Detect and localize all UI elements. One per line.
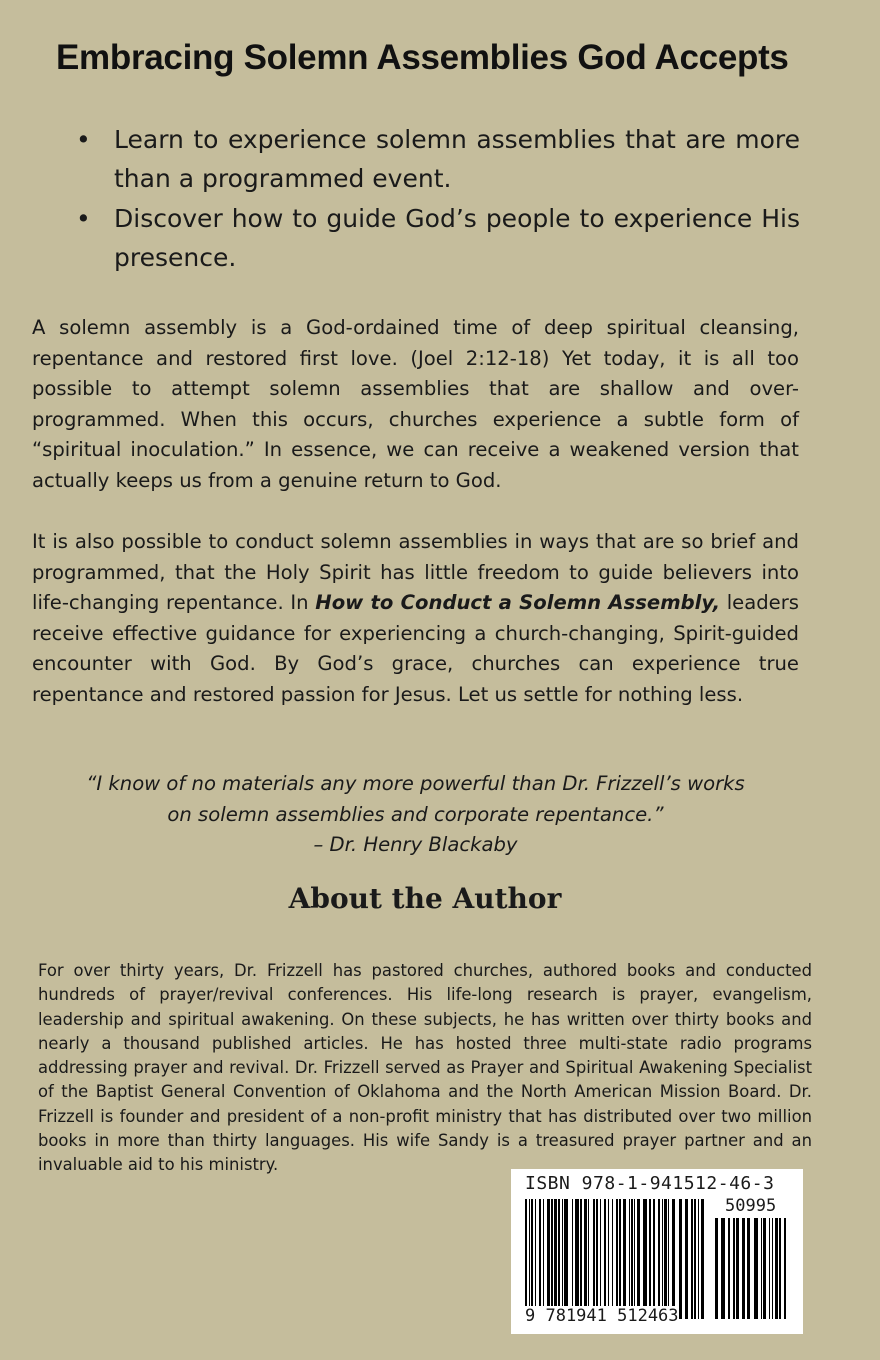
barcode-bar [558, 1199, 560, 1319]
barcode-bar [658, 1199, 660, 1319]
description-paragraph-1: A solemn assembly is a God-ordained time of deep spiritual cleansing, repentance and restored first love. (Joel 2:12-18) Yet today, it is all too possible to attempt solemn assemblies that are shallow and over-programmed. When this occurs, churches experience a subtle form of “spiritual inoculation.” In essence, we can receive a weakened version that actually keeps us from a genuine return to God. [32, 316, 799, 492]
quote-line-1: “I know of no materials any more powerful than Dr. Frizzell’s works [86, 772, 745, 795]
bullet-list [72, 120, 800, 278]
barcode-bar [742, 1218, 745, 1319]
barcode-bar [600, 1199, 601, 1319]
barcode-bar [593, 1199, 595, 1319]
bullet-text: Discover how to guide God’s people to experience His presence. [114, 204, 800, 272]
barcode-bar [575, 1199, 579, 1319]
barcode-bar [769, 1218, 770, 1319]
barcode-bar [733, 1218, 735, 1319]
barcode-bar [535, 1199, 536, 1319]
barcode-bar [736, 1218, 739, 1319]
barcode-bar [564, 1199, 568, 1319]
barcode-bar [623, 1199, 626, 1319]
barcode-bar [612, 1199, 613, 1319]
bullet-icon: • [76, 125, 91, 154]
barcode-bar [721, 1218, 725, 1319]
barcode-bar [531, 1199, 533, 1319]
price-code: 50995 [725, 1196, 777, 1216]
bullet-text: Learn to experience solemn assemblies that are more than a programmed event. [114, 125, 800, 193]
barcode-block [511, 1169, 803, 1334]
paragraph2-before: It is also possible to conduct solemn assemblies in ways that are so brief and programmed, that the Holy Spirit has little freedom to guide believers into life-changing repentance. In [32, 530, 799, 614]
barcode-bar [754, 1218, 758, 1319]
barcode-bar [662, 1199, 663, 1319]
barcode-bar [763, 1218, 766, 1319]
quote-attribution: – Dr. Henry Blackaby [313, 833, 518, 856]
barcode-bar [584, 1199, 587, 1319]
barcode-bar [543, 1199, 544, 1319]
barcode-bar [664, 1199, 667, 1319]
barcode-bar [691, 1199, 693, 1319]
barcode-bar [547, 1199, 550, 1319]
paragraph2-after: leaders receive effective guidance for experiencing a church-changing, Spirit-guided encounter with God. By God’s grace, churches can experience true repentance and restored passion for Jesus. Let us settle for nothing less. [32, 591, 799, 706]
barcode-bar [772, 1218, 773, 1319]
barcode-bar [631, 1199, 633, 1319]
bullet-icon: • [76, 204, 91, 233]
barcode-bar [529, 1199, 530, 1319]
barcode-bar [616, 1199, 618, 1319]
quote-line-2: on solemn assemblies and corporate repentance.” [167, 802, 664, 826]
barcode-bar [554, 1199, 557, 1319]
barcode-bar [698, 1199, 699, 1319]
bullet-item [72, 199, 800, 277]
barcode-bar [596, 1199, 598, 1319]
barcode-bar [775, 1218, 778, 1319]
barcode-bar [572, 1199, 573, 1319]
barcode-bar [643, 1199, 647, 1319]
barcode-bar [637, 1199, 640, 1319]
bullet-item [72, 120, 800, 198]
barcode-bar [701, 1199, 704, 1319]
ean-barcode-bars [525, 1199, 707, 1319]
barcode-bar [715, 1218, 718, 1319]
author-bio: For over thirty years, Dr. Frizzell has pastored churches, authored books and conducted hundreds of prayer/revival conferences. His life-long research is prayer, evangelism, leadership and spiritual awakening. On these subjects, he has written over thirty books and nearly a thousand published articles. He has hosted three multi-state radio programs addressing prayer and revival. Dr. Frizzell served as Prayer and Spiritual Awakening Specialist of the Baptist General Convention of Oklahoma and the North American Mission Board. Dr. Frizzell is founder and president of a non-profit ministry that has distributed over two million books in more than thirty languages. His wife Sandy is a treasured prayer partner and an invaluable aid to his ministry. [38, 961, 812, 1175]
endorsement-quote [32, 769, 799, 861]
barcode-bar [779, 1218, 781, 1319]
addon-barcode-bars [715, 1218, 791, 1319]
barcode-bar [747, 1218, 750, 1319]
barcode-bar [562, 1199, 563, 1319]
barcode-bar [685, 1199, 688, 1319]
description-paragraph-2 [32, 527, 799, 710]
barcode-bar [608, 1199, 609, 1319]
barcode-bar [588, 1199, 589, 1319]
barcode-bar [539, 1199, 541, 1319]
isbn-label: ISBN 978-1-941512-46-3 [525, 1173, 775, 1194]
barcode-bar [580, 1199, 582, 1319]
barcode-bar [784, 1218, 786, 1319]
barcode-bar [634, 1199, 635, 1319]
barcode-bar [728, 1218, 730, 1319]
barcode-bar [629, 1199, 630, 1319]
book-title: How to Conduct a Solemn Assembly, [315, 591, 721, 614]
barcode-bar [672, 1199, 675, 1319]
barcode-bar [619, 1199, 621, 1319]
ean-digits: 9 781941 512463 [525, 1306, 679, 1326]
barcode-bar [668, 1199, 669, 1319]
barcode-bar [694, 1199, 696, 1319]
about-author-heading: About the Author [288, 882, 562, 915]
barcode-bar [679, 1199, 682, 1319]
cover-title: Embracing Solemn Assemblies God Accepts [56, 38, 789, 77]
barcode-bar [525, 1199, 527, 1319]
barcode-bar [761, 1218, 762, 1319]
barcode-bar [604, 1199, 606, 1319]
barcode-bar [551, 1199, 553, 1319]
barcode-bar [653, 1199, 655, 1319]
barcode-bar [649, 1199, 651, 1319]
